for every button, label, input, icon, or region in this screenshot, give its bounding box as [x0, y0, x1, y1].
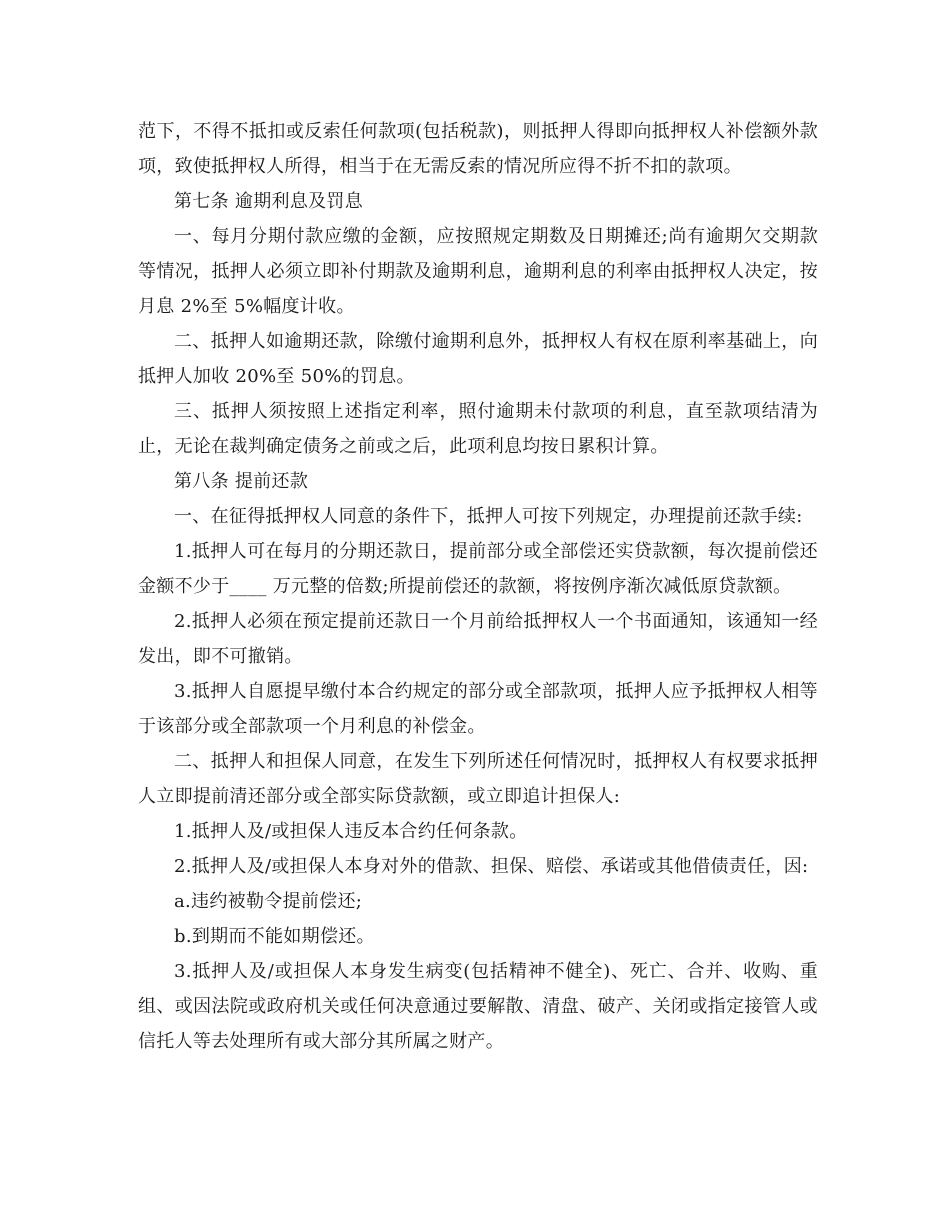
- article-8-clause-2-item-2: 2.抵押人及/或担保人本身对外的借款、担保、赔偿、承诺或其他借债责任，因:: [174, 856, 809, 877]
- article-8-clause-2-item-3: 3.抵押人及/或担保人本身发生病变(包括精神不健全)、死亡、合并、收购、重组、或因法院或政府机关或任何决意通过要解散、清盘、破产、关闭或指定接管人或信托人等去处理所有或大部分其所属之财产。: [138, 961, 818, 1052]
- article-7-clause-3: 三、抵押人须按照上述指定利率，照付逾期未付款项的利息，直至款项结清为止，无论在裁判确定债务之前或之后，此项利息均按日累积计算。: [138, 401, 818, 457]
- article-8-heading: 第八条 提前还款: [174, 471, 309, 492]
- article-8-clause-1-item-1: 1.抵押人可在每月的分期还款日，提前部分或全部偿还实贷款额，每次提前偿还金额不少于____ 万元整的倍数;所提前偿还的款额，将按例序渐次减低原贷款额。: [138, 541, 818, 597]
- article-7-clause-2: 二、抵押人如逾期还款，除缴付逾期利息外，抵押权人有权在原利率基础上，向抵押人加收 20%至 50%的罚息。: [138, 331, 818, 387]
- article-7-heading: 第七条 逾期利息及罚息: [174, 191, 364, 212]
- article-8-clause-2: 二、抵押人和担保人同意，在发生下列所述任何情况时，抵押权人有权要求抵押人立即提前清还部分或全部实际贷款额，或立即追计担保人:: [138, 751, 818, 807]
- article-8-clause-2-item-1: 1.抵押人及/或担保人违反本合约任何条款。: [174, 821, 528, 842]
- article-7-clause-1: 一、每月分期付款应缴的金额，应按照规定期数及日期摊还;尚有逾期欠交期款等情况，抵押人必须立即补付期款及逾期利息，逾期利息的利率由抵押权人决定，按月息 2%至 5%幅度计收。: [138, 226, 818, 317]
- article-8-clause-1: 一、在征得抵押权人同意的条件下，抵押人可按下列规定，办理提前还款手续:: [174, 506, 803, 527]
- document-body: [138, 114, 818, 1059]
- article-8-clause-1-item-3: 3.抵押人自愿提早缴付本合约规定的部分或全部款项，抵押人应予抵押权人相等于该部分或全部款项一个月利息的补偿金。: [138, 681, 818, 737]
- article-8-clause-2-item-2-b: b.到期而不能如期偿还。: [174, 926, 375, 947]
- article-8-clause-1-item-2: 2.抵押人必须在预定提前还款日一个月前给抵押权人一个书面通知，该通知一经发出，即不可撤销。: [138, 611, 818, 667]
- article-8-clause-2-item-2-a: a.违约被勒令提前偿还;: [174, 891, 363, 912]
- paragraph-continuation: 范下，不得不抵扣或反索任何款项(包括税款)，则抵押人得即向抵押权人补偿额外款项，致使抵押权人所得，相当于在无需反索的情况所应得不折不扣的款项。: [138, 121, 818, 177]
